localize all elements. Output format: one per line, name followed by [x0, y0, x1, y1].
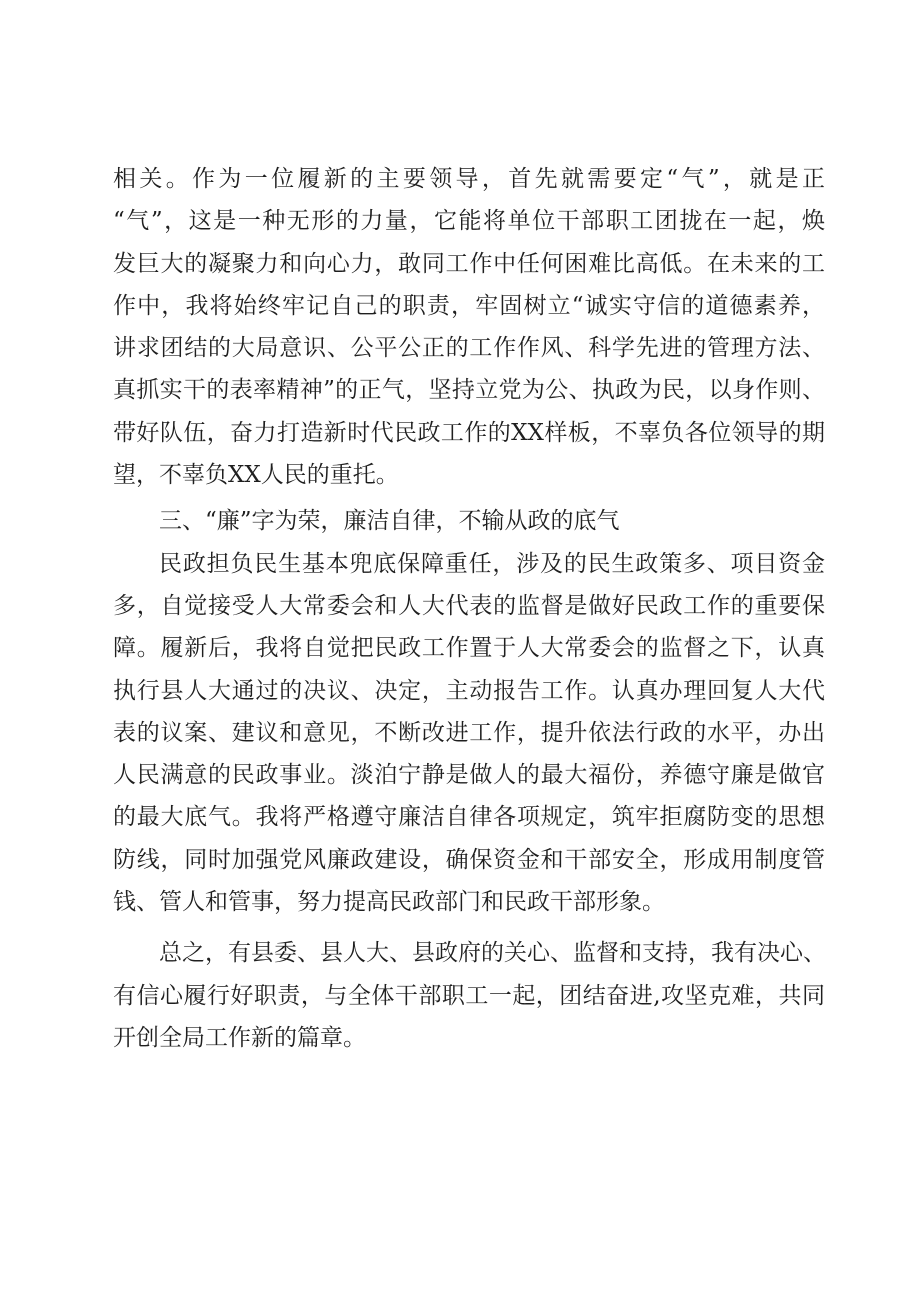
text-line: 带好队伍，奋力打造新时代民政工作的XX样板，不辜负各位领导的期 [113, 419, 825, 446]
paragraph-conclusion [113, 932, 825, 1059]
text-line: 望，不辜负XX人民的重托。 [113, 462, 399, 489]
text-line: 讲求团结的大局意识、公平公正的工作作风、科学先进的管理方法、 [113, 335, 825, 362]
text-line: “气”，这是一种无形的力量，它能将单位干部职工团拢在一起，焕 [113, 208, 825, 235]
text-line: 执行县人大通过的决议、决定，主动报告工作。认真办理回复人大代 [113, 677, 825, 704]
paragraph-intro-continuation [113, 158, 825, 496]
text-line: 开创全局工作新的篇章。 [113, 1024, 366, 1051]
text-line: 作中，我将始终牢记自己的职责，牢固树立“诚实守信的道德素养， [113, 292, 825, 319]
text-line: 障。履新后，我将自觉把民政工作置于人大常委会的监督之下，认真 [113, 635, 825, 662]
text-line: 民政担负民生基本兜底保障重任，涉及的民生政策多、项目资金 [159, 550, 825, 577]
text-line: 多，自觉接受人大常委会和人大代表的监督是做好民政工作的重要保 [113, 592, 825, 619]
text-line: 总之，有县委、县人大、县政府的关心、监督和支持，我有决心、 [159, 940, 826, 967]
text-line: 真抓实干的表率精神”的正气，坚持立党为公、执政为民，以身作则、 [113, 377, 825, 404]
text-line: 有信心履行好职责，与全体干部职工一起，团结奋进,攻坚克难，共同 [113, 982, 825, 1009]
document-body [113, 158, 825, 1059]
text-line: 表的议案、建议和意见，不断改进工作，提升依法行政的水平，办出 [113, 719, 825, 746]
text-line: 的最大底气。我将严格遵守廉洁自律各项规定，筑牢拒腐防变的思想 [113, 804, 825, 831]
text-line: 钱、管人和管事，努力提高民政部门和民政干部形象。 [113, 889, 665, 916]
section-heading [113, 500, 825, 542]
text-line: 发巨大的凝聚力和向心力，敢同工作中任何困难比高低。在未来的工 [113, 250, 825, 277]
paragraph-integrity [113, 543, 825, 924]
section-heading-text: 三、“廉”字为荣，廉洁自律，不输从政的底气 [159, 508, 620, 535]
text-line: 相关。作为一位履新的主要领导，首先就需要定“气”，就是正 [113, 166, 825, 192]
text-line: 防线，同时加强党风廉政建设，确保资金和干部安全，形成用制度管 [113, 846, 825, 873]
text-line: 人民满意的民政事业。淡泊宁静是做人的最大福份，养德守廉是做官 [113, 762, 825, 789]
